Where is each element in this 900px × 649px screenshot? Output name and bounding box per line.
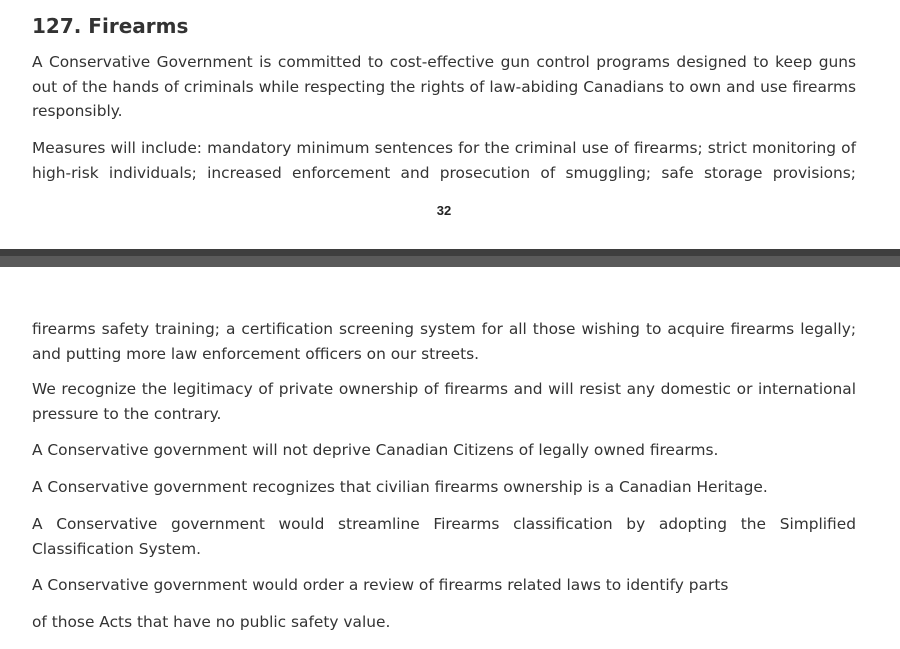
paragraph-legitimacy: We recognize the legitimacy of private ownership of firearms and will resist any domestic or international pressure to the contrary. <box>32 380 856 423</box>
paragraph-public-safety: of those Acts that have no public safety value. <box>32 613 391 631</box>
paragraph-classification: A Conservative government would streamline Firearms classification by adopting the Simplified Classification System. <box>32 515 856 558</box>
paragraph-measures: Measures will include: mandatory minimum sentences for the criminal use of firearms; strict monitoring of high-risk individuals; increased enforcement and prosecution of smuggling; safe storage provisions; <box>32 139 856 182</box>
paragraph-heritage: A Conservative government recognizes that civilian firearms ownership is a Canadian Heritage. <box>32 478 768 496</box>
page-divider <box>0 249 900 267</box>
page-number: 32 <box>436 203 452 218</box>
paragraph-not-deprive: A Conservative government will not deprive Canadian Citizens of legally owned firearms. <box>32 441 719 459</box>
paragraph-commitment: A Conservative Government is committed to cost-effective gun control programs designed to keep guns out of the hands of criminals while respecting the rights of law-abiding Canadians to own and use firearms responsibly. <box>32 53 856 120</box>
paragraph-review: A Conservative government would order a review of firearms related laws to identify parts <box>32 576 729 594</box>
page-top <box>0 0 900 249</box>
section-title: 127. Firearms <box>32 14 189 38</box>
page-bottom <box>0 267 900 649</box>
paragraph-safety-training: firearms safety training; a certification screening system for all those wishing to acquire firearms legally; and putting more law enforcement officers on our streets. <box>32 320 856 363</box>
page-divider-strip <box>0 249 900 256</box>
